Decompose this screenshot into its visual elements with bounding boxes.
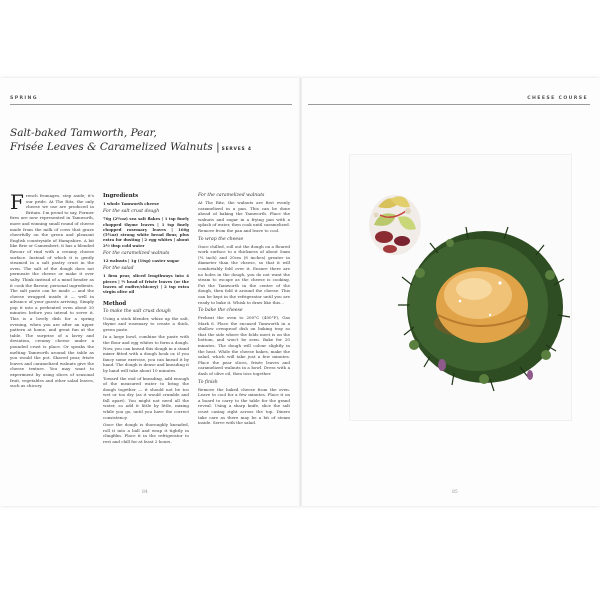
intro-dropcap: F [10, 190, 24, 214]
recipe-title-line1: Salt-baked Tamworth, Pear, [10, 127, 157, 139]
ingredient-section-text: 70g (2½oz) sea salt flakes | 1 tsp finely chopped thyme leaves | 1 tsp finely chopped rosemary leaves | 160g (5¾oz) strong white bread flour, plus extra for dusting | 2 egg whites | about 2½ tbsp cold water [103, 216, 189, 248]
food-photo [349, 154, 572, 421]
method-section-text: Remove the baked cheese from the oven. Leave to cool for a few minutes. Place it on a board to carry to the table for the grand reveal. Using a sharp knife, slice the salt crust casing right across the top. Diners take care as there may be a bit of steam inside. Serve with the salad. [198, 386, 290, 426]
method-section-text: Preheat the oven to 200°C (400°F), Gas Mark 6. Place the encased Tamworth in a shallow ovenproof dish on baking tray so that the side where the folds meet is on the bottom, and won't be seen. Bake for 20 minutes. The dough will colour slightly in the heat. While the cheese bakes, make the salad, which will take just a few minutes. Place the pear slices, frisée leaves and caramelized walnuts in a bowl. Dress with a dash of olive oil, then toss together. [198, 315, 290, 377]
method-column [198, 193, 290, 428]
page-number-left: 84 [142, 490, 148, 495]
method-paragraph: Using a stick blender, whizz up the salt, thyme and rosemary to create a thick, green paste. [103, 315, 189, 332]
salad-garnish [369, 195, 421, 255]
ingredient-section-text: 12 walnuts | 1g (1tsp) caster sugar [103, 258, 180, 264]
ingredients-column [103, 193, 189, 447]
method-section-text: Once chilled, roll out the dough on a floured work surface to a thickness of about 5mm (¼ inch) and 20cm (8 inches) greater in diameter than the cheese, so that it will comfortably fold over it. Ensure there are no holes in the dough, you do not want the steam to escape as the cheese is cooking. Put the Tamworth in the centre of the dough, then fold it around the cheese. This can be kept in the refrigerator until you are ready to bake it. Whisk to draw like this... [198, 243, 290, 305]
method-step-title: To make the salt crust dough [103, 308, 171, 314]
method-section-title: To wrap the cheese [198, 236, 244, 242]
recipe-title-line2: Frisée Leaves & Caramelized Walnuts [10, 141, 213, 153]
method-heading: Method [103, 300, 127, 307]
recipe-title [10, 126, 290, 157]
food-photo-illustration [350, 155, 571, 420]
title-divider: | [216, 141, 220, 153]
ingredient-section-title: For the salt crust dough [103, 209, 160, 215]
header-rule-left [10, 104, 292, 105]
running-head-right: CHEESE COURSE [527, 96, 588, 101]
method-paragraph: In a large bowl, combine the paste with the flour and egg whites to form a dough. Now, you can knead this dough in a stand mixer fitted with a dough hook or, if you fancy some exercise, you can knead it by hand. The dough is dense and kneading it by hand will take about 10 minutes. [103, 334, 189, 373]
ingredient-main: 1 whole Tamworth cheese [103, 201, 160, 206]
ingredient-section-text: 1 firm pear, sliced lengthways into 4 pieces | ½ head of frisée leaves (or the leaves of endive/chicory) | 2 tsp extra virgin olive oil [103, 273, 189, 295]
ingredients-heading: Ingredients [103, 193, 139, 199]
method-paragraph: Once the dough is thoroughly kneaded, roll it into a ball and wrap it tightly in clingfilm. Place it in the refrigerator to rest and chill for at least 2 hours. [103, 422, 189, 445]
book-gutter [299, 78, 302, 506]
running-head-left: SPRING [10, 96, 38, 101]
serves-label: SERVES 4 [221, 147, 252, 152]
book-spread [0, 78, 600, 506]
ingredient-section-title: For the salad [103, 266, 134, 272]
method-paragraph: Toward the end of kneading, add enough of the measured water to bring the dough together — it should not be too wet or too dry (as it would crumble and fall apart). You might not need all the water, so add it little by little, mixing while you go, until you have the correct consistency. [103, 375, 189, 420]
page-number-right: 85 [452, 490, 458, 495]
ingredient-section-title: For the caramelized walnuts [103, 251, 170, 257]
header-rule-right [308, 104, 590, 105]
method-section-title: For the caramelized walnuts [198, 193, 265, 198]
intro-column [10, 190, 94, 389]
method-section-title: To bake the cheese [198, 308, 243, 314]
method-section-title: To finish [198, 379, 218, 385]
method-section-text: At The Ritz, the walnuts are first evenly caramelized in a pan. This can be done ahead of baking the Tamworth. Place the walnuts and sugar in a frying pan with a splash of water, then cook until caramelized. Remove from the pan and leave to cool. [198, 200, 290, 233]
recipe-title-line2-wrap [10, 140, 290, 157]
intro-text: rench fromages, step aside; it's our pride. At The Ritz, the only cheese we use are produced in Britain. I'm proud to say, Former fires are now represented in Tamworth, more and winning small round of cheese made from the milk of cows that graze cheerfully on the green and pleasant English countryside of Hampshire. A bit like Brie or Camembert, it has a blended flavour of rind with a creamy cheese surface. Instead of which it is gently steamed in a salt pastry crust in the oven. The salt of the dough does not permeate the cheese or make it over salty. Think instead of a mind bender as it cook the flavour, personal ingredients. The salt paste can be made — and the cheese wrapped inside it — well in advance of your guests arriving. Simply pop it into a preheated oven about 20 minutes before you intend to serve it. This is a lovely dish for a spring evening, when you are after an upper pattern at home, and great fun at the table. The surprise of a lavey and deviation, creamy cheese under a pounded crust is place. Or speaks the melting Tamworth around the table as you would the pot. Shaved pear, frisée leaves and caramelized walnuts give the cheese texture. You may want to experiment by using slices of seasonal fruit, vegetables and other salad leaves, such as chicory. [10, 193, 94, 389]
